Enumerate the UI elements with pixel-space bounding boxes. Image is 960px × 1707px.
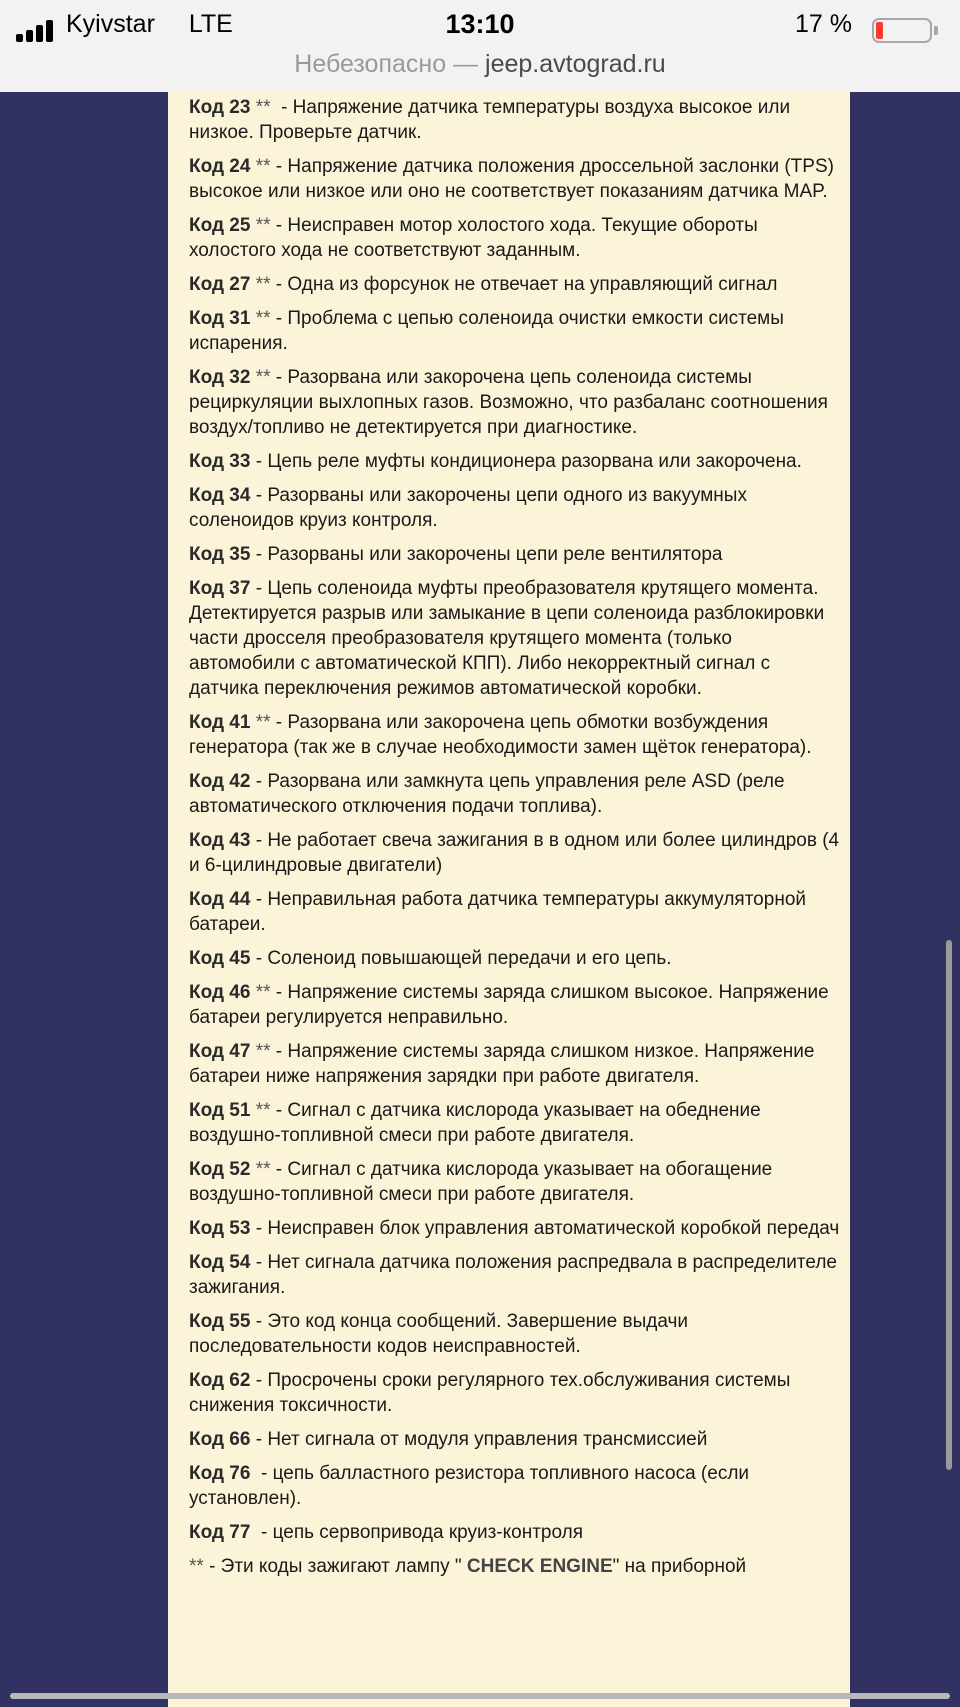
code-description: - цепь балластного резистора топливного насоса (если установлен). xyxy=(189,1463,755,1509)
code-item xyxy=(168,1039,850,1089)
code-label: Код 31 xyxy=(189,308,251,329)
code-label: Код 32 xyxy=(189,367,251,388)
code-description: - Это код конца сообщений. Завершение выдачи последовательности кодов неисправностей. xyxy=(189,1311,694,1357)
code-mark: ** xyxy=(250,308,271,329)
code-description: - Просрочены сроки регулярного тех.обслуживания системы снижения токсичности. xyxy=(189,1370,796,1416)
code-item xyxy=(168,828,850,878)
code-description: - Неисправен блок управления автоматической коробкой передач xyxy=(250,1218,840,1239)
code-label: Код 33 xyxy=(189,451,251,472)
code-item xyxy=(168,365,850,440)
carrier-name: Kyivstar xyxy=(66,10,155,38)
code-item xyxy=(168,1520,850,1545)
code-label: Код 34 xyxy=(189,485,251,506)
code-item xyxy=(168,306,850,356)
code-label: Код 66 xyxy=(189,1429,251,1450)
code-description: - Напряжение системы заряда слишком низкое. Напряжение батареи ниже напряжения зарядки при работе двигателя. xyxy=(189,1041,820,1087)
code-item xyxy=(168,483,850,533)
code-item xyxy=(168,1157,850,1207)
code-label: Код 41 xyxy=(189,712,251,733)
url-host: jeep.avtograd.ru xyxy=(485,50,666,78)
code-label: Код 42 xyxy=(189,771,251,792)
code-label: Код 37 xyxy=(189,578,251,599)
code-description: - Неправильная работа датчика температуры аккумуляторной батареи. xyxy=(189,889,812,935)
code-mark: ** xyxy=(250,367,271,388)
footnote-text-before: - Эти коды зажигают лампу " xyxy=(203,1556,462,1577)
code-mark: ** xyxy=(250,712,271,733)
home-indicator xyxy=(10,1693,950,1699)
code-description: - Неисправен мотор холостого хода. Текущие обороты холостого хода не соответствуют заданным. xyxy=(189,215,764,261)
code-label: Код 51 xyxy=(189,1100,251,1121)
ios-status-bar xyxy=(0,0,960,92)
code-description: - Разорвана или закорочена цепь соленоида системы рециркуляции выхлопных газов. Возможно, что разбаланс соотношения воздух/топливо не детектируется при диагностике. xyxy=(189,367,834,438)
code-description: - Разорвана или замкнута цепь управления реле ASD (реле автоматического отключения подачи топлива). xyxy=(189,771,790,817)
code-description: - Сигнал с датчика кислорода указывает на обеднение воздушно-топливной смеси при работе двигателя. xyxy=(189,1100,766,1146)
code-item xyxy=(168,449,850,474)
code-label: Код 45 xyxy=(189,948,251,969)
code-item xyxy=(168,576,850,701)
footnote-text-after: " на приборной xyxy=(612,1556,747,1577)
code-description: - Проблема с цепью соленоида очистки емкости системы испарения. xyxy=(189,308,790,354)
code-label: Код 27 xyxy=(189,274,251,295)
code-description: - Одна из форсунок не отвечает на управляющий сигнал xyxy=(270,274,778,295)
battery-icon xyxy=(872,18,942,41)
code-label: Код 76 xyxy=(189,1463,251,1484)
clock: 13:10 xyxy=(445,9,515,39)
code-mark: ** xyxy=(250,982,271,1003)
code-item xyxy=(168,154,850,204)
code-description: - цепь сервопривода круиз-контроля xyxy=(250,1522,584,1543)
code-label: Код 35 xyxy=(189,544,251,565)
code-description: - Нет сигнала от модуля управления трансмиссией xyxy=(250,1429,708,1450)
code-mark: ** xyxy=(250,1100,271,1121)
code-item xyxy=(168,272,850,297)
security-warning: Небезопасно — xyxy=(294,50,479,78)
code-description: - Разорвана или закорочена цепь обмотки возбуждения генератора (так же в случае необходимости замен щёток генератора). xyxy=(189,712,812,758)
code-label: Код 46 xyxy=(189,982,251,1003)
code-item xyxy=(168,980,850,1030)
code-item xyxy=(168,1427,850,1452)
footnote xyxy=(168,1554,850,1579)
scrollbar-thumb[interactable] xyxy=(946,940,952,1470)
code-item xyxy=(168,1216,850,1241)
code-label: Код 24 xyxy=(189,156,251,177)
footnote-highlight: CHECK ENGINE xyxy=(461,1556,613,1577)
status-row xyxy=(0,8,960,44)
code-label: Код 23 xyxy=(189,97,251,118)
code-mark: ** xyxy=(250,215,271,236)
code-item xyxy=(168,1368,850,1418)
code-description: - Разорваны или закорочены цепи одного из вакуумных соленоидов круиз контроля. xyxy=(189,485,753,531)
footnote-mark: ** xyxy=(189,1556,204,1577)
code-description: - Цепь реле муфты кондиционера разорвана или закорочена. xyxy=(250,451,802,472)
code-mark: ** xyxy=(250,156,271,177)
code-label: Код 43 xyxy=(189,830,251,851)
code-description: - Разорваны или закорочены цепи реле вентилятора xyxy=(250,544,723,565)
code-description: - Напряжение датчика температуры воздуха высокое или низкое. Проверьте датчик. xyxy=(189,97,796,143)
code-label: Код 52 xyxy=(189,1159,251,1180)
code-item xyxy=(168,769,850,819)
code-item xyxy=(168,542,850,567)
code-description: - Напряжение системы заряда слишком высокое. Напряжение батареи регулируется неправильно. xyxy=(189,982,834,1028)
code-description: - Напряжение датчика положения дроссельной заслонки (TPS) высокое или низкое или оно не соответствует показаниям датчика MAP. xyxy=(189,156,840,202)
code-item xyxy=(168,1309,850,1359)
code-item xyxy=(168,95,850,145)
code-description: - Не работает свеча зажигания в в одном или более цилиндров (4 и 6-цилиндровые двигатели) xyxy=(189,830,845,876)
code-label: Код 77 xyxy=(189,1522,251,1543)
code-description: - Сигнал с датчика кислорода указывает на обогащение воздушно-топливной смеси при работе двигателя. xyxy=(189,1159,778,1205)
code-description: - Соленоид повышающей передачи и его цепь. xyxy=(250,948,672,969)
code-description: - Нет сигнала датчика положения распредвала в распределителе зажигания. xyxy=(189,1252,843,1298)
code-item xyxy=(168,1461,850,1511)
code-mark: ** xyxy=(250,274,271,295)
address-bar[interactable] xyxy=(0,44,960,84)
code-mark: ** xyxy=(250,1041,271,1062)
code-label: Код 44 xyxy=(189,889,251,910)
code-label: Код 62 xyxy=(189,1370,251,1391)
code-item xyxy=(168,946,850,971)
code-item xyxy=(168,213,850,263)
network-type: LTE xyxy=(188,10,233,38)
code-description: - Цепь соленоида муфты преобразователя крутящего момента. Детектируется разрыв или замыкание в цепи соленоида разблокировки части дросселя преобразователя крутящего момента (только автомобили с автоматической КПП). Либо некорректный сигнал с датчика переключения режимов автоматической коробки. xyxy=(189,578,830,699)
code-item xyxy=(168,1098,850,1148)
code-mark: ** xyxy=(250,1159,271,1180)
code-item xyxy=(168,710,850,760)
code-label: Код 47 xyxy=(189,1041,251,1062)
code-label: Код 55 xyxy=(189,1311,251,1332)
code-mark: ** xyxy=(250,97,271,118)
code-label: Код 53 xyxy=(189,1218,251,1239)
battery-percent: 17 % xyxy=(795,10,852,38)
code-label: Код 54 xyxy=(189,1252,251,1273)
code-item xyxy=(168,1250,850,1300)
code-list xyxy=(168,92,850,1545)
code-label: Код 25 xyxy=(189,215,251,236)
article-content xyxy=(168,92,850,1707)
code-item xyxy=(168,887,850,937)
